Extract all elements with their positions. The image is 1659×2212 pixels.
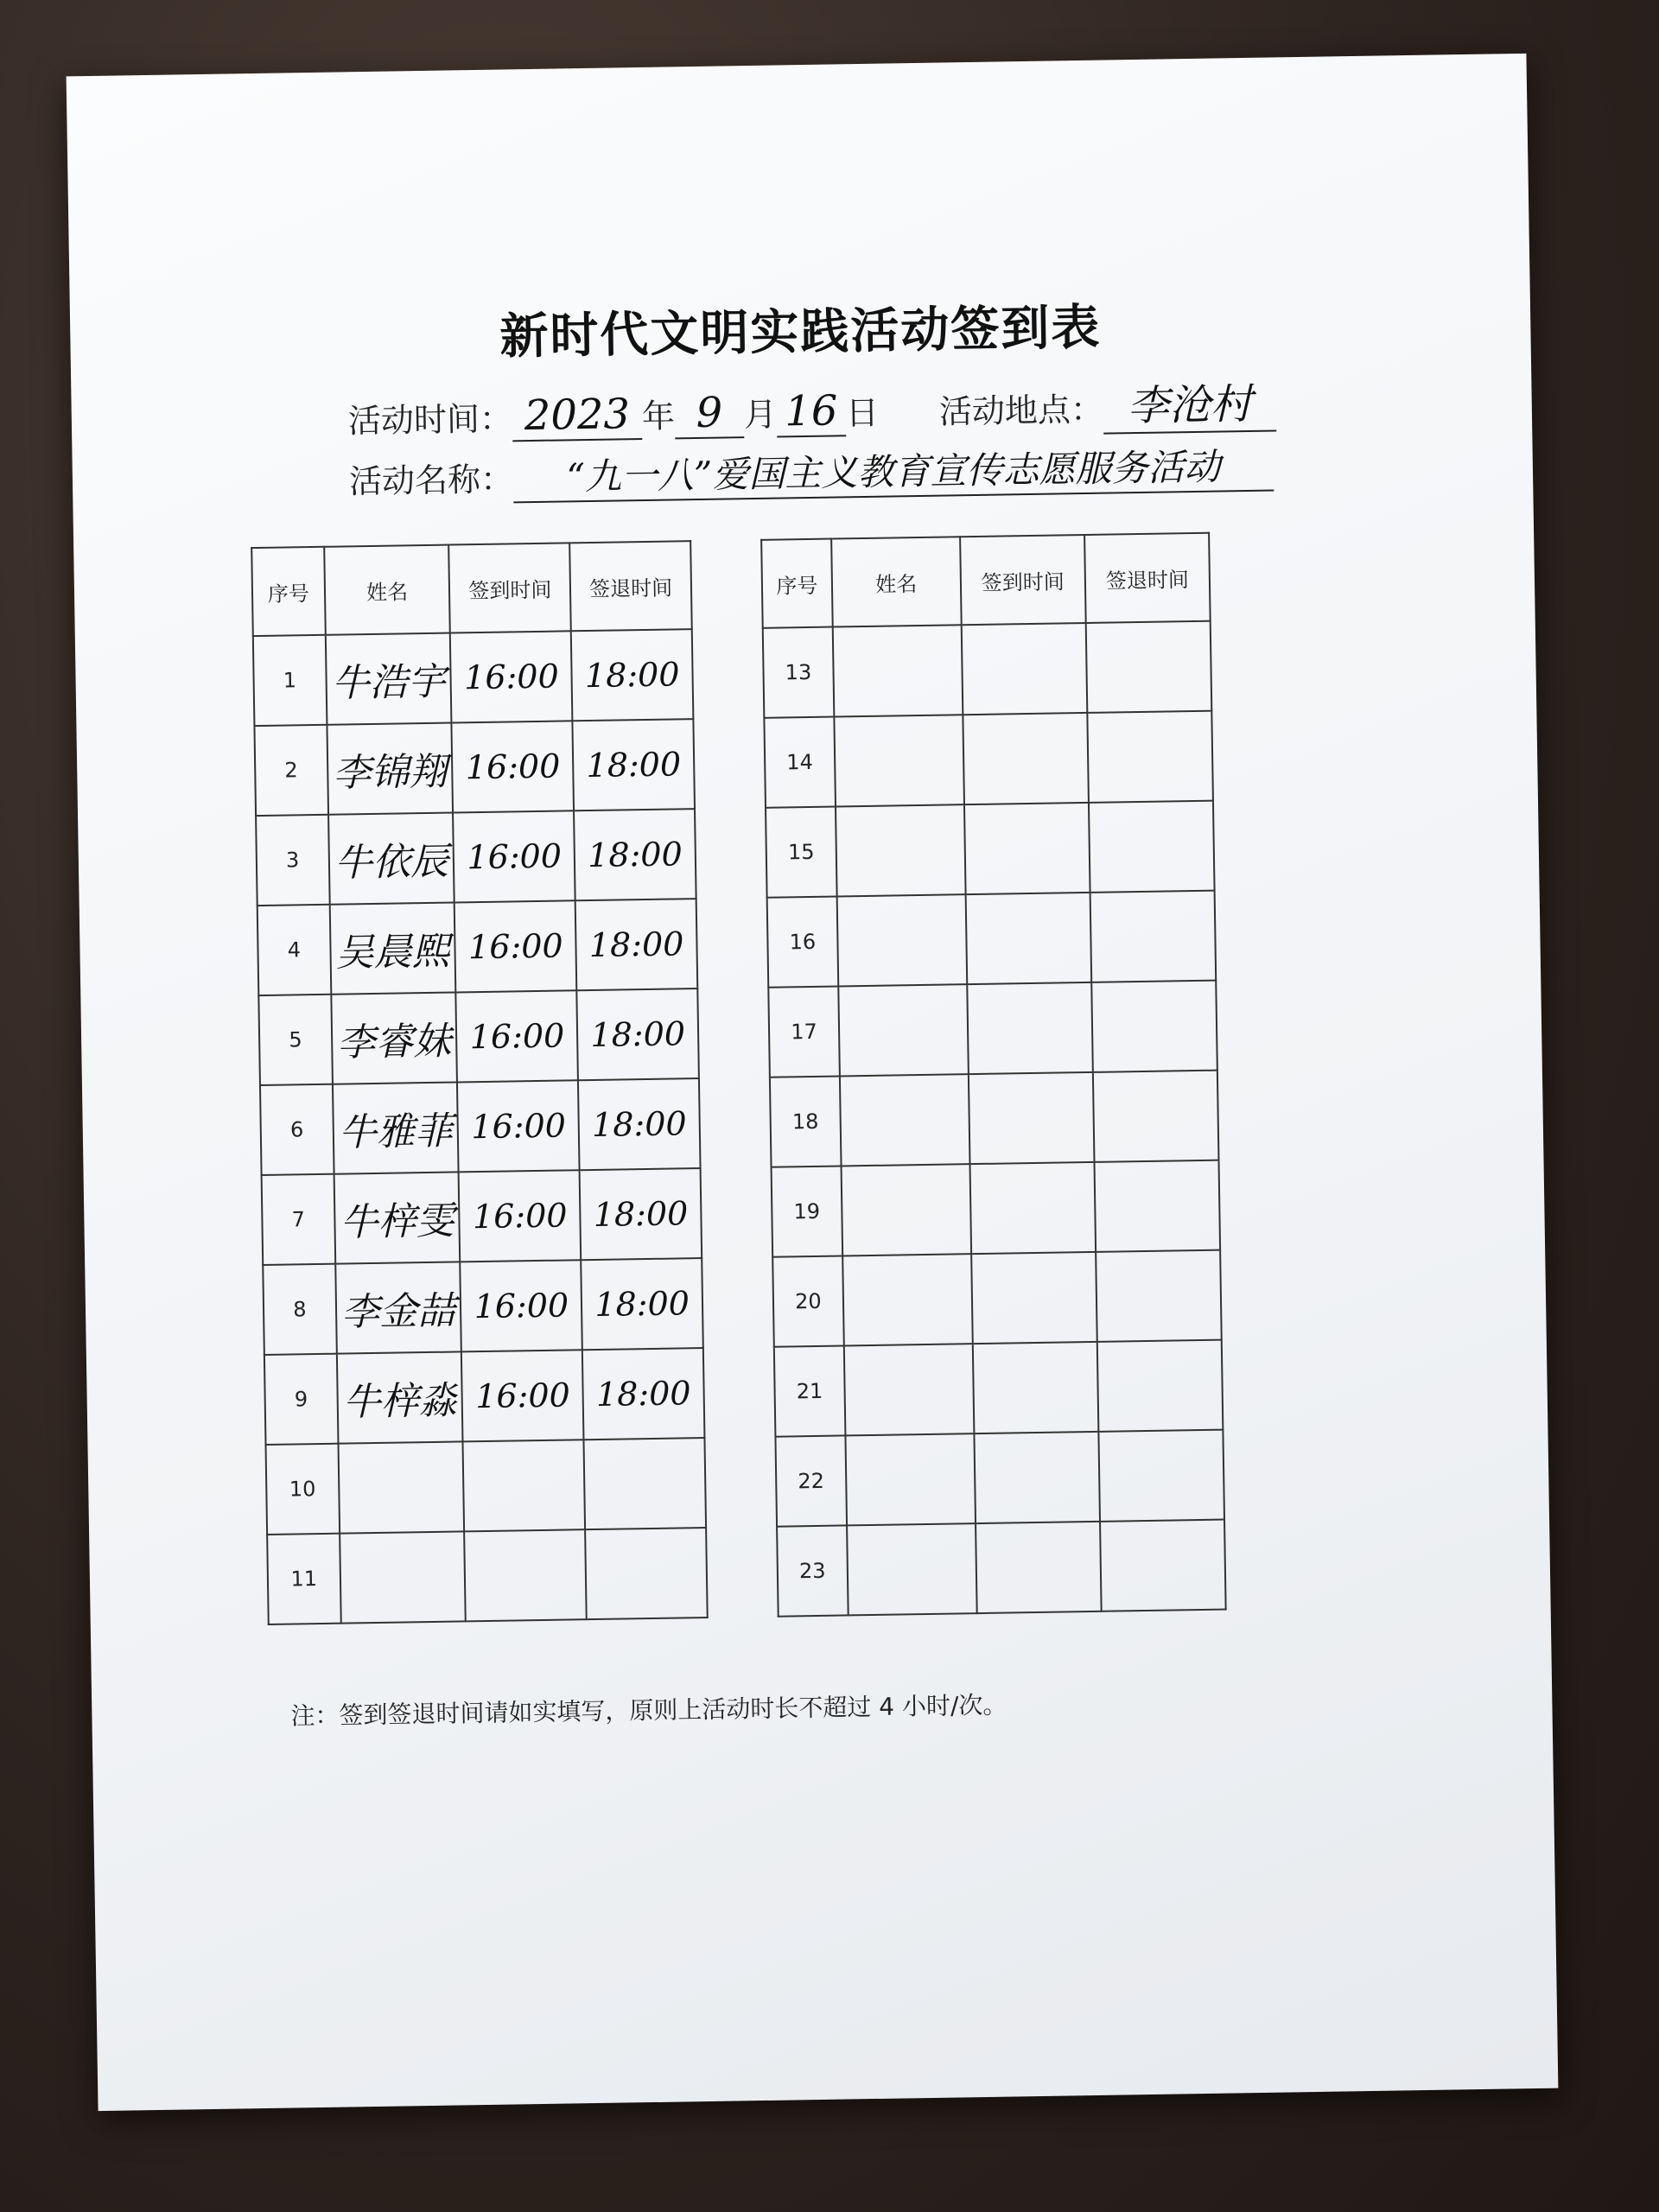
signer-name <box>340 1531 466 1623</box>
signout-time: 18:00 <box>575 899 697 990</box>
signout-time <box>1091 981 1217 1072</box>
signin-time: 16:00 <box>452 721 574 812</box>
signout-time: 18:00 <box>580 1168 702 1260</box>
header-name: 姓名 <box>324 545 450 635</box>
header-name: 姓名 <box>831 537 962 626</box>
row-number: 2 <box>254 725 327 816</box>
table-row <box>775 1430 1224 1527</box>
table-header-row <box>761 533 1211 628</box>
row-number: 16 <box>767 897 838 988</box>
signer-name: 牛浩宇 <box>325 633 451 725</box>
signin-time: 16:00 <box>461 1350 583 1441</box>
row-number: 7 <box>262 1174 335 1265</box>
signout-time <box>1089 801 1215 893</box>
signer-name <box>847 1523 977 1615</box>
table-row <box>256 809 696 906</box>
row-number: 22 <box>775 1435 846 1526</box>
signin-time: 16:00 <box>450 631 572 722</box>
row-number: 20 <box>772 1255 843 1346</box>
row-number: 15 <box>766 807 836 898</box>
signer-name: 李锦翔 <box>327 723 453 815</box>
signer-name: 牛依辰 <box>328 812 454 904</box>
row-number: 4 <box>257 905 331 995</box>
table-row <box>266 1438 707 1535</box>
signin-time: 16:00 <box>454 900 576 992</box>
signer-name <box>840 1074 970 1166</box>
table-header-row <box>251 541 692 636</box>
signin-time <box>976 1522 1102 1613</box>
signer-name: 李金喆 <box>335 1262 461 1353</box>
signer-name: 牛雅菲 <box>333 1082 459 1173</box>
table-row <box>254 719 695 816</box>
signin-time <box>963 713 1089 804</box>
place-value: 李沧村 <box>1103 370 1276 434</box>
row-number: 3 <box>256 815 329 906</box>
signer-name <box>844 1344 975 1435</box>
row-number: 1 <box>253 635 327 726</box>
table-row <box>258 988 699 1085</box>
row-number: 17 <box>768 987 839 1077</box>
header-signout-time: 签退时间 <box>1084 533 1211 623</box>
table-row <box>264 1348 705 1445</box>
signout-time <box>1087 711 1213 803</box>
signin-time: 16:00 <box>459 1170 581 1262</box>
signer-name: 吴晨熙 <box>329 902 455 994</box>
signin-time <box>964 803 1090 894</box>
signer-name: 牛梓雯 <box>334 1172 460 1263</box>
signin-table-right <box>760 532 1227 1618</box>
signout-time <box>1086 621 1212 713</box>
sheet-title: 新时代文明实践活动签到表 <box>499 299 1102 365</box>
activity-name-label: 活动名称： <box>348 460 514 501</box>
signer-name <box>338 1441 464 1533</box>
header-signout-time: 签退时间 <box>569 541 691 631</box>
signout-time: 18:00 <box>578 1078 700 1170</box>
signin-table-left <box>251 540 709 1625</box>
row-number: 6 <box>260 1084 334 1175</box>
table-row <box>764 711 1213 808</box>
table-row <box>772 1250 1222 1347</box>
table-row <box>774 1340 1224 1437</box>
signin-time: 16:00 <box>457 1080 579 1172</box>
signer-name <box>836 894 967 986</box>
signin-time: 16:00 <box>461 1260 582 1351</box>
signout-time: 18:00 <box>582 1348 704 1440</box>
activity-name-row <box>348 438 1274 506</box>
row-number: 13 <box>763 627 834 718</box>
signin-time <box>965 893 1091 984</box>
signin-time <box>967 982 1093 1074</box>
signin-time: 16:00 <box>456 990 578 1082</box>
signout-time: 18:00 <box>577 988 699 1080</box>
activity-time-row <box>347 370 1276 446</box>
row-number: 23 <box>777 1525 848 1616</box>
year-unit: 年 <box>641 397 676 435</box>
signout-time <box>1100 1520 1226 1611</box>
signout-time <box>1096 1250 1222 1342</box>
day-value: 16 <box>776 386 846 437</box>
signout-time: 18:00 <box>571 629 693 721</box>
table-row <box>768 981 1217 1077</box>
row-number: 18 <box>770 1077 841 1167</box>
signout-time: 18:00 <box>574 809 696 900</box>
place-label: 活动地点： <box>938 390 1104 431</box>
table-row <box>267 1528 708 1624</box>
signin-time <box>465 1529 587 1621</box>
signout-time <box>1098 1430 1224 1522</box>
footer-note: 注：签到签退时间请如实填写，原则上活动时长不超过 4 小时/次。 <box>290 1690 1007 1731</box>
signer-name <box>841 1164 971 1255</box>
row-number: 10 <box>266 1444 340 1535</box>
table-row <box>253 629 694 726</box>
header-signin-time: 签到时间 <box>449 543 571 632</box>
row-number: 5 <box>258 995 332 1085</box>
row-number: 8 <box>263 1264 336 1355</box>
year-value: 2023 <box>512 390 642 442</box>
signin-time <box>463 1440 585 1531</box>
signer-name: 李睿妹 <box>331 992 457 1084</box>
row-number: 9 <box>264 1354 338 1445</box>
signin-time <box>969 1162 1096 1254</box>
signout-time <box>584 1438 706 1529</box>
signer-name <box>842 1254 973 1345</box>
table-row <box>257 899 698 995</box>
table-row <box>770 1071 1219 1167</box>
signout-time <box>585 1528 707 1619</box>
month-value: 9 <box>674 388 744 439</box>
signin-time <box>971 1252 1097 1344</box>
signout-time <box>1094 1160 1220 1252</box>
table-row <box>766 801 1215 898</box>
signin-time <box>974 1432 1100 1523</box>
table-row <box>263 1258 703 1355</box>
signer-name <box>838 984 969 1076</box>
table-row <box>260 1078 701 1175</box>
table-row <box>763 621 1212 718</box>
signin-time <box>961 623 1087 715</box>
row-number: 19 <box>772 1166 842 1256</box>
signer-name <box>834 715 964 806</box>
signin-time: 16:00 <box>454 810 575 902</box>
signin-time <box>969 1072 1095 1164</box>
signout-time <box>1097 1340 1224 1432</box>
header-signin-time: 签到时间 <box>960 535 1086 625</box>
signer-name <box>833 625 963 716</box>
signer-name <box>845 1433 976 1525</box>
signout-time <box>1093 1071 1219 1162</box>
activity-name-value: “九一八”爱国主义教育宣传志愿服务活动 <box>512 438 1274 504</box>
month-unit: 月 <box>743 395 778 435</box>
signout-time: 18:00 <box>573 719 695 810</box>
table-row <box>262 1168 702 1265</box>
row-number: 21 <box>774 1345 845 1436</box>
row-number: 14 <box>764 717 835 808</box>
day-unit: 日 <box>845 393 880 433</box>
signin-sheet <box>67 54 1559 2111</box>
row-number: 11 <box>267 1534 340 1624</box>
signin-time <box>973 1342 1099 1433</box>
signout-time <box>1090 891 1216 982</box>
table-row <box>767 891 1217 988</box>
header-number: 序号 <box>251 547 325 636</box>
signer-name: 牛梓淼 <box>337 1351 463 1443</box>
time-label: 活动时间： <box>347 399 513 441</box>
table-row <box>772 1160 1221 1257</box>
header-number: 序号 <box>761 539 832 628</box>
signout-time: 18:00 <box>581 1258 702 1350</box>
table-row <box>777 1520 1226 1617</box>
signer-name <box>836 804 966 896</box>
